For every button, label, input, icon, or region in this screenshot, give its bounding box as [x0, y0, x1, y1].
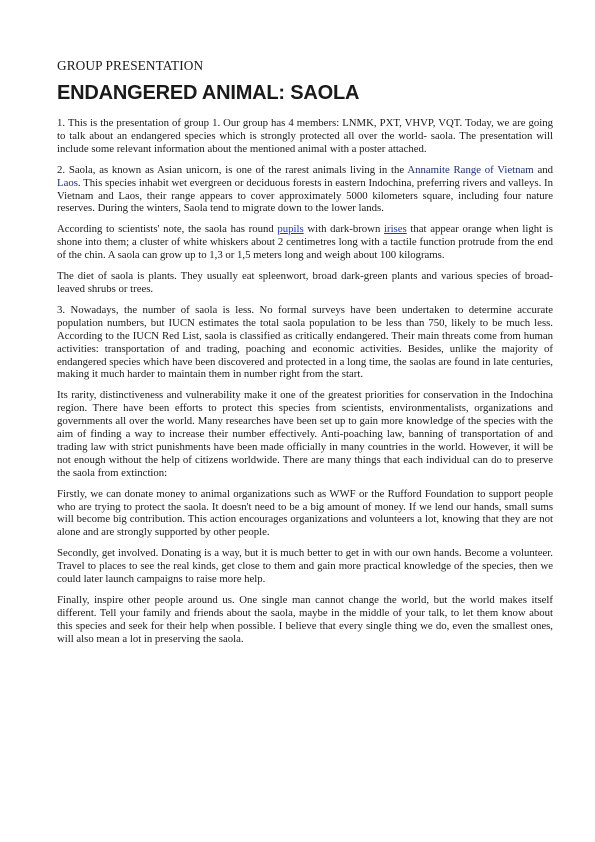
link-laos[interactable]: Laos	[57, 176, 78, 189]
paragraph-intro: 1. This is the presentation of group 1. Our group has 4 members: LNMK, PXT, VHVP, VQT. Today, we are going to talk about an endangered species which is strongly protected all over the world- saola. The presentation will include some relevant information about the mentioned animal with a poster attached.	[57, 117, 553, 155]
paragraph-donate: Firstly, we can donate money to animal organizations such as WWF or the Rufford Foundation to support people who are trying to protect the saola. It doesn't need to be a big amount of money. If we lend our hands, small sums will become big contribution. This action encourages organizations and volunteers a lot, knowing that they are not alone and are strongly supported by other people.	[57, 487, 553, 539]
paragraph-habitat-text-a: 2. Saola, as known as Asian unicorn, is one of the rarest animals living in the	[57, 163, 408, 176]
paragraph-diet: The diet of saola is plants. They usually eat spleenwort, broad dark-green plants and various species of broad-leaved shrubs or trees.	[57, 270, 553, 295]
paragraph-appearance-text-c: that appear orange when light is shone into them; a cluster of white whiskers about 2 centimetres long with a tactile function protrude from the end of the chin. A saola can grow up to 1,3 or 1,5 meters long and weigh about 100 kilograms.	[57, 223, 553, 262]
link-irises[interactable]: irises	[384, 223, 407, 236]
document-page	[57, 58, 553, 654]
document-title: ENDANGERED ANIMAL: SAOLA	[57, 82, 360, 104]
paragraph-conservation: Its rarity, distinctiveness and vulnerability make it one of the greatest priorities for conservation in the Indochina region. There have been efforts to protect this species from scientists, environmentalists, organizations and governments all over the world. Many researches have been set up to gain more knowledge of the species with the aim of finding a way to increase their number effectively. Anti-poaching law, banning of transportation of and trading law with strict punishments have been made officially in many countries in the world. However, it will be not enough without the help of citizens worldwide. There are many things that each individual can do to preserve the saola from extinction:	[57, 389, 553, 479]
paragraph-get-involved: Secondly, get involved. Donating is a way, but it is much better to get in with our own hands. Become a volunteer. Travel to places to see the real kinds, get close to them and gain more practical knowledge of the species, then we could later launch campaigns to raise more help.	[57, 547, 553, 586]
document-kicker: GROUP PRESENTATION	[57, 58, 204, 73]
paragraph-habitat-text-b: and	[533, 163, 553, 176]
paragraph-habitat-text-c: . This species inhabit wet evergreen or deciduous forests in eastern Indochina, preferring rivers and valleys. In Vietnam and Laos, their range appears to cover approximately 5000 kilometers square, including four nature reserves. During the winters, Saola tend to migrate down to the lower lands.	[57, 176, 553, 215]
paragraph-habitat	[57, 164, 553, 216]
paragraph-appearance-text-b: with dark-brown	[303, 223, 384, 236]
link-annamite-range[interactable]: Annamite Range of Vietnam	[407, 163, 534, 176]
paragraph-threats: 3. Nowadays, the number of saola is less. No formal surveys have been undertaken to determine accurate population numbers, but IUCN estimates the total saola population to be less than 750, likely to be much less. According to the IUCN Red List, saola is classified as critically endangered. Their main threats come from human activities: transportation of and trading, poaching and economic activities. Besides, unlike the majority of endangered species which have been discovered and protected in a long time, the saolas are found in late centuries, making it much harder to maintain them in number right from the start.	[57, 303, 553, 381]
link-pupils[interactable]: pupils	[277, 223, 304, 236]
paragraph-appearance-text-a: According to scientists' note, the saola has round	[57, 223, 278, 236]
paragraph-appearance	[57, 223, 553, 262]
paragraph-inspire: Finally, inspire other people around us. One single man cannot change the world, but the world makes itself different. Tell your family and friends about the saola, maybe in the middle of your talk, to let them know about this species and seek for their help when possible. I believe that every single thing we do, even the smallest ones, will also mean a lot in preserving the saola.	[57, 594, 553, 645]
